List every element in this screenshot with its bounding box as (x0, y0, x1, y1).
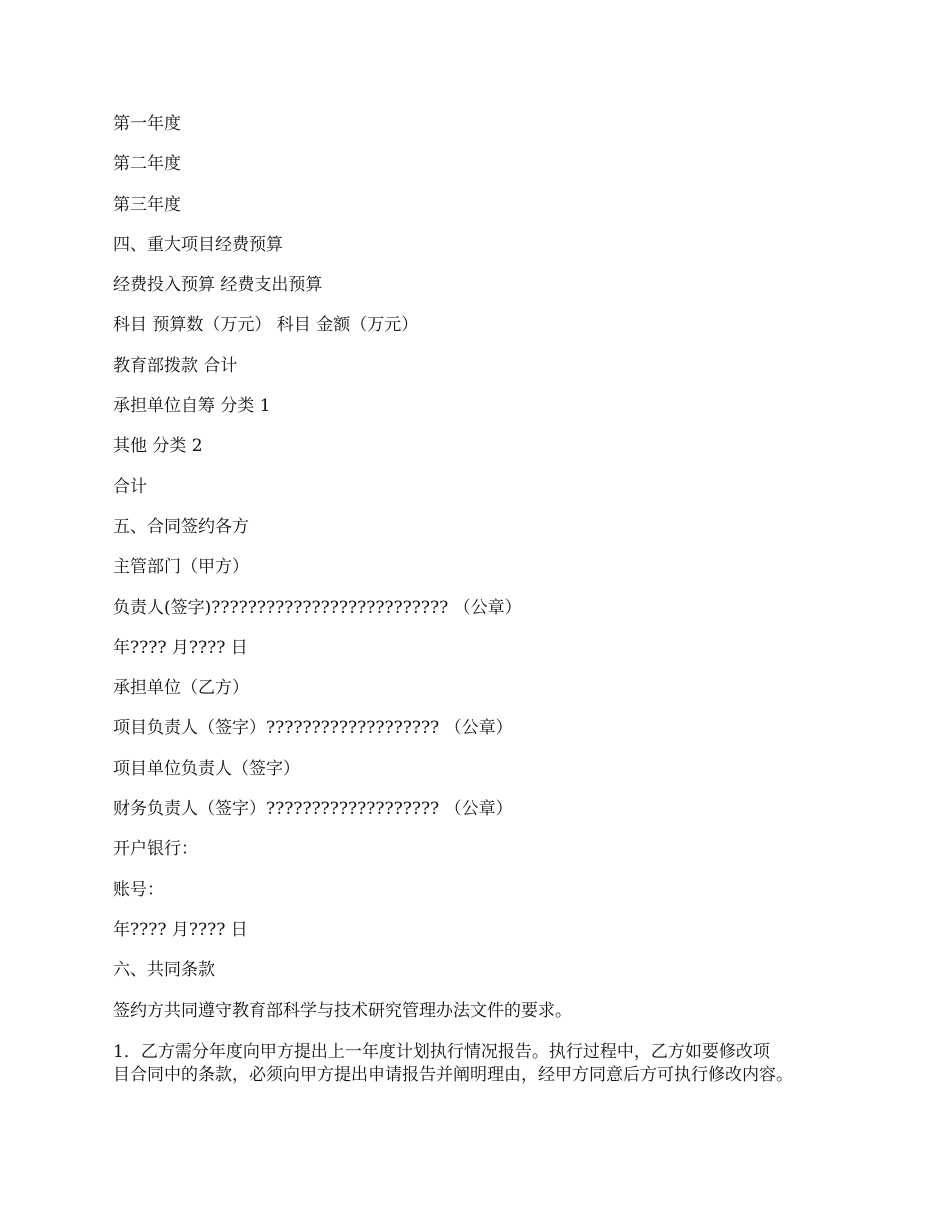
text-line: 合计 (113, 476, 147, 497)
paragraph-line: 目合同中的条款，必须向甲方提出申请报告并阐明理由，经甲方同意后方可执行修改内容。 (113, 1064, 793, 1085)
text-line: 签约方共同遵守教育部科学与技术研究管理办法文件的要求。 (113, 1000, 572, 1021)
section-heading: 五、合同签约各方 (113, 516, 249, 537)
section-heading: 六、共同条款 (113, 960, 215, 981)
text-line: 承担单位自筹 分类 1 (113, 396, 271, 417)
text-line: 科目 预算数（万元） 科目 金额（万元） (113, 315, 419, 336)
text-line: 教育部拨款 合计 (113, 355, 238, 376)
text-line: 经费投入预算 经费支出预算 (113, 275, 323, 296)
text-line: 主管部门（甲方） (113, 557, 249, 578)
date-line: 年???? 月???? 日 (113, 637, 248, 658)
text-line: 承担单位（乙方） (113, 678, 249, 699)
signature-line: 项目负责人（签字）??????????????????? （公章） (113, 718, 513, 739)
section-heading: 四、重大项目经费预算 (113, 234, 283, 255)
signature-line: 财务负责人（签字）??????????????????? （公章） (113, 799, 513, 820)
text-line: 账号： (113, 879, 164, 900)
paragraph-line: 1．乙方需分年度向甲方提出上一年度计划执行情况报告。执行过程中，乙方如要修改项 (113, 1041, 770, 1062)
date-line: 年???? 月???? 日 (113, 919, 248, 940)
clause-paragraph (113, 1041, 853, 1087)
signature-line: 负责人(签字)?????????????????????????? （公章） (113, 597, 522, 618)
document-page (113, 112, 853, 1087)
signature-line: 项目单位负责人（签字） (113, 758, 300, 779)
text-line: 第三年度 (113, 194, 181, 215)
text-line: 第二年度 (113, 154, 181, 175)
text-line: 其他 分类 2 (113, 436, 203, 457)
text-line: 开户银行： (113, 839, 198, 860)
text-line: 第一年度 (113, 114, 181, 134)
